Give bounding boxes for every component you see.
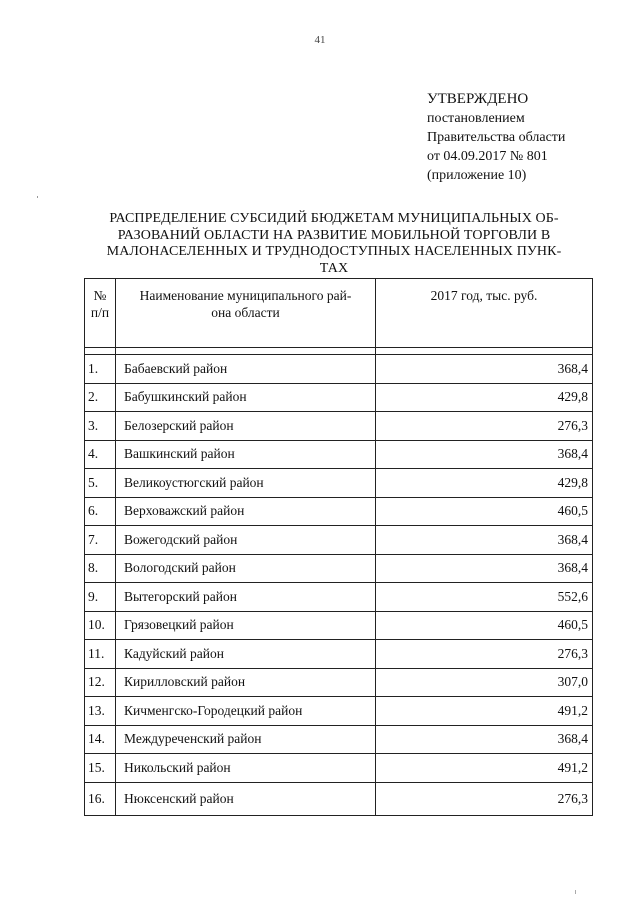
header-name-line: она области (211, 305, 280, 320)
row-name-cell: Грязовецкий район (116, 611, 376, 640)
table-row (85, 697, 593, 726)
row-name-cell: Верховажский район (116, 497, 376, 526)
row-name-cell: Кадуйский район (116, 640, 376, 669)
row-value-cell: 429,8 (376, 469, 593, 498)
table-row (85, 754, 593, 783)
row-num-cell: 12. (85, 668, 116, 697)
row-num-cell: 13. (85, 697, 116, 726)
row-num-cell: 8. (85, 554, 116, 583)
row-num-cell: 15. (85, 754, 116, 783)
table-row (85, 668, 593, 697)
row-name-cell: Вашкинский район (116, 440, 376, 469)
row-name-cell: Кичменгско-Городецкий район (116, 697, 376, 726)
heading-line: МАЛОНАСЕЛЕННЫХ И ТРУДНОДОСТУПНЫХ НАСЕЛЕННЫХ ПУНК- (106, 244, 562, 259)
row-value-cell: 491,2 (376, 697, 593, 726)
row-value-cell: 429,8 (376, 383, 593, 412)
table-row (85, 554, 593, 583)
row-num-cell: 7. (85, 526, 116, 555)
row-num-cell: 14. (85, 725, 116, 754)
header-name-line: Наименование муниципального рай- (139, 288, 352, 303)
row-name-cell: Бабушкинский район (116, 383, 376, 412)
row-value-cell: 307,0 (376, 668, 593, 697)
row-name-cell: Вожегодский район (116, 526, 376, 555)
row-name-cell: Вытегорский район (116, 583, 376, 612)
row-name-cell: Великоустюгский район (116, 469, 376, 498)
subsidy-table (84, 278, 593, 816)
row-value-cell: 368,4 (376, 355, 593, 384)
row-value-cell: 368,4 (376, 526, 593, 555)
header-num (85, 279, 116, 348)
row-name-cell: Нюксенский район (116, 782, 376, 815)
row-value-cell: 368,4 (376, 554, 593, 583)
table-row (85, 355, 593, 384)
header-value: 2017 год, тыс. руб. (376, 279, 593, 348)
table-row (85, 412, 593, 441)
row-name-cell: Междуреченский район (116, 725, 376, 754)
table-body (85, 348, 593, 816)
header-num-line: п/п (90, 305, 110, 320)
row-value-cell: 276,3 (376, 412, 593, 441)
row-num-cell: 6. (85, 497, 116, 526)
scan-mark (37, 196, 38, 198)
table-row (85, 497, 593, 526)
table-row (85, 440, 593, 469)
approval-line: (приложение 10) (427, 168, 527, 183)
header-name (116, 279, 376, 348)
row-num-cell: 4. (85, 440, 116, 469)
row-value-cell: 491,2 (376, 754, 593, 783)
row-value-cell: 368,4 (376, 440, 593, 469)
table-row (85, 640, 593, 669)
row-num-cell: 9. (85, 583, 116, 612)
table-row (85, 526, 593, 555)
row-value-cell: 460,5 (376, 611, 593, 640)
row-value-cell: 276,3 (376, 782, 593, 815)
table-header-row (85, 279, 593, 348)
row-name-cell: Бабаевский район (116, 355, 376, 384)
row-name-cell: Никольский район (116, 754, 376, 783)
heading-line: ТАХ (319, 260, 349, 276)
row-num-cell: 5. (85, 469, 116, 498)
row-num-cell: 2. (85, 383, 116, 412)
row-num-cell: 1. (85, 355, 116, 384)
row-value-cell: 460,5 (376, 497, 593, 526)
table-row (85, 782, 593, 815)
row-name-cell: Кирилловский район (116, 668, 376, 697)
table-row (85, 469, 593, 498)
row-num-cell: 11. (85, 640, 116, 669)
document-heading (84, 211, 584, 277)
row-num-cell: 16. (85, 782, 116, 815)
heading-line: РАЗОВАНИЙ ОБЛАСТИ НА РАЗВИТИЕ МОБИЛЬНОЙ ТОРГОВЛИ В (117, 227, 551, 243)
header-num-line: № (93, 288, 107, 303)
approval-line: от 04.09.2017 № 801 (427, 149, 548, 164)
approval-line: Правительства области (427, 130, 566, 145)
table-row (85, 583, 593, 612)
table-spacer-row (85, 348, 593, 355)
row-name-cell: Белозерский район (116, 412, 376, 441)
table-row (85, 725, 593, 754)
row-name-cell: Вологодский район (116, 554, 376, 583)
approval-title: УТВЕРЖДЕНО (427, 91, 529, 107)
row-value-cell: 276,3 (376, 640, 593, 669)
approval-block (427, 90, 627, 185)
scan-mark (575, 890, 576, 894)
approval-line: постановлением (427, 111, 525, 126)
row-value-cell: 552,6 (376, 583, 593, 612)
heading-line: РАСПРЕДЕЛЕНИЕ СУБСИДИЙ БЮДЖЕТАМ МУНИЦИПАЛЬНЫХ ОБ- (109, 211, 559, 226)
table-row (85, 611, 593, 640)
row-value-cell: 368,4 (376, 725, 593, 754)
table-row (85, 383, 593, 412)
row-num-cell: 3. (85, 412, 116, 441)
page-number: 41 (314, 34, 326, 46)
row-num-cell: 10. (85, 611, 116, 640)
